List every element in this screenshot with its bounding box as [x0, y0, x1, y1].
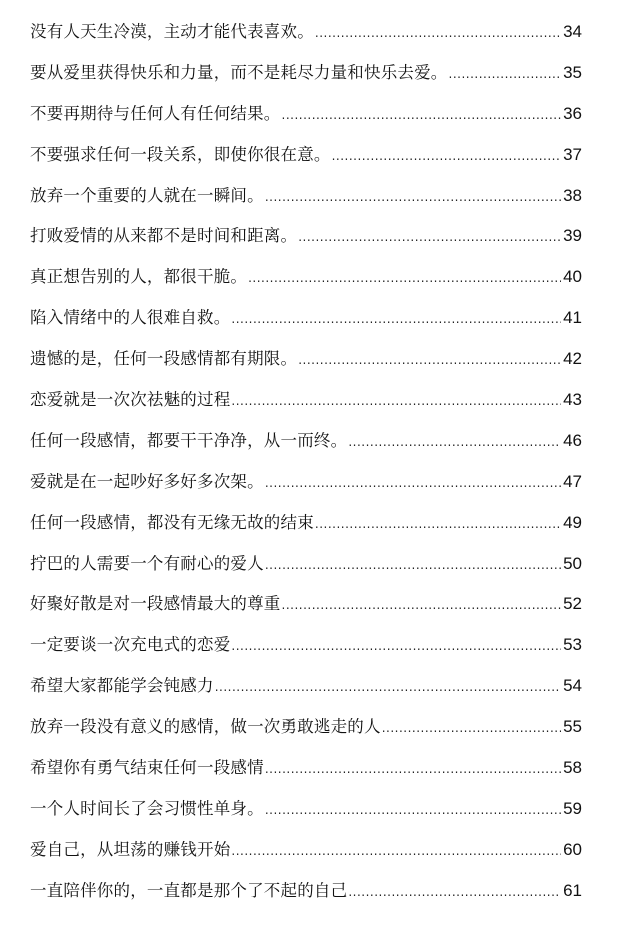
toc-entry-page-number: 43: [563, 390, 582, 410]
dot-leader: [265, 462, 561, 504]
dot-leader: [215, 666, 561, 708]
toc-entry-page-number: 54: [563, 676, 582, 696]
toc-entry-title: 一直陪伴你的，一直都是那个了不起的自己: [30, 880, 348, 900]
dot-leader: [332, 135, 561, 177]
toc-entry[interactable]: [30, 748, 582, 789]
toc-entry[interactable]: [30, 830, 582, 871]
toc-entry[interactable]: [30, 462, 582, 503]
toc-entry-title: 拧巴的人需要一个有耐心的爱人: [30, 553, 264, 573]
dot-leader: [265, 176, 561, 218]
toc-entry-title: 不要再期待与任何人有任何结果。: [30, 103, 281, 123]
toc-entry[interactable]: [30, 871, 582, 912]
dot-leader: [382, 707, 561, 749]
dot-leader: [265, 789, 561, 831]
toc-entry-page-number: 46: [563, 430, 582, 450]
toc-entry-title: 爱就是在一起吵好多好多次架。: [30, 471, 264, 491]
toc-entry-title: 打败爱情的从来都不是时间和距离。: [30, 226, 298, 246]
toc-entry[interactable]: [30, 339, 582, 380]
toc-entry-page-number: 50: [563, 553, 582, 573]
toc-entry[interactable]: [30, 135, 582, 176]
dot-leader: [265, 748, 561, 790]
toc-entry-title: 爱自己，从坦荡的赚钱开始: [30, 839, 231, 859]
toc-entry[interactable]: [30, 544, 582, 585]
toc-entry[interactable]: [30, 298, 582, 339]
toc-entry-page-number: 39: [563, 226, 582, 246]
dot-leader: [282, 584, 562, 626]
toc-entry[interactable]: [30, 666, 582, 707]
toc-entry[interactable]: [30, 257, 582, 298]
toc-entry-page-number: 38: [563, 185, 582, 205]
toc-entry-page-number: 37: [563, 144, 582, 164]
toc-entry-title: 任何一段感情，都没有无缘无故的结束: [30, 512, 314, 532]
toc-entry[interactable]: [30, 216, 582, 257]
toc-entry-page-number: 60: [563, 839, 582, 859]
toc-entry[interactable]: [30, 789, 582, 830]
toc-entry[interactable]: [30, 380, 582, 421]
toc-entry-page-number: 40: [563, 267, 582, 287]
toc-entry-page-number: 58: [563, 758, 582, 778]
toc-entry[interactable]: [30, 12, 582, 53]
toc-entry-title: 不要强求任何一段关系，即使你很在意。: [30, 144, 331, 164]
toc-entry-page-number: 53: [563, 635, 582, 655]
toc-entry-title: 放弃一个重要的人就在一瞬间。: [30, 185, 264, 205]
toc-entry-title: 任何一段感情，都要干干净净，从一而终。: [30, 430, 348, 450]
dot-leader: [298, 339, 561, 381]
toc-entry[interactable]: [30, 53, 582, 94]
toc-entry-title: 要从爱里获得快乐和力量，而不是耗尽力量和快乐去爱。: [30, 62, 448, 82]
dot-leader: [348, 421, 561, 463]
toc-entry-title: 恋爱就是一次次祛魅的过程: [30, 390, 231, 410]
toc-entry[interactable]: [30, 584, 582, 625]
toc-entry-page-number: 35: [563, 62, 582, 82]
toc-entry-page-number: 55: [563, 717, 582, 737]
toc-entry-page-number: 34: [563, 22, 582, 41]
dot-leader: [231, 625, 561, 667]
toc-entry-page-number: 52: [563, 594, 582, 614]
toc-entry-title: 真正想告别的人，都很干脆。: [30, 267, 248, 287]
toc-entry-title: 没有人天生冷漠，主动才能代表喜欢。: [30, 22, 314, 41]
toc-entry-title: 一定要谈一次充电式的恋爱: [30, 635, 231, 655]
toc-entry-page-number: 47: [563, 471, 582, 491]
dot-leader: [231, 298, 561, 340]
toc-entry-page-number: 61: [563, 880, 582, 900]
dot-leader: [248, 257, 561, 299]
toc-entry[interactable]: [30, 625, 582, 666]
toc-entry-page-number: 42: [563, 349, 582, 369]
toc-entry-title: 希望你有勇气结束任何一段感情: [30, 758, 264, 778]
toc-entry-title: 好聚好散是对一段感情最大的尊重: [30, 594, 281, 614]
dot-leader: [298, 216, 561, 258]
dot-leader: [265, 544, 561, 586]
toc-entry-page-number: 36: [563, 103, 582, 123]
toc-entry[interactable]: [30, 707, 582, 748]
toc-entry[interactable]: [30, 421, 582, 462]
dot-leader: [449, 53, 562, 95]
dot-leader: [282, 94, 562, 136]
dot-leader: [348, 871, 561, 913]
toc-entry-title: 放弃一段没有意义的感情，做一次勇敢逃走的人: [30, 717, 381, 737]
toc-entry[interactable]: [30, 94, 582, 135]
toc-entry-page-number: 49: [563, 512, 582, 532]
dot-leader: [315, 503, 561, 545]
dot-leader: [231, 380, 561, 422]
dot-leader: [231, 830, 561, 872]
toc-entry-page-number: 41: [563, 308, 582, 328]
toc-entry-title: 陷入情绪中的人很难自救。: [30, 308, 231, 328]
toc-entry[interactable]: [30, 176, 582, 217]
toc-entry[interactable]: [30, 503, 582, 544]
toc-entry-page-number: 59: [563, 798, 582, 818]
toc-entry-title: 遗憾的是，任何一段感情都有期限。: [30, 349, 298, 369]
dot-leader: [315, 12, 561, 54]
table-of-contents: [30, 12, 582, 912]
toc-entry-title: 希望大家都能学会钝感力: [30, 676, 214, 696]
toc-entry-title: 一个人时间长了会习惯性单身。: [30, 798, 264, 818]
